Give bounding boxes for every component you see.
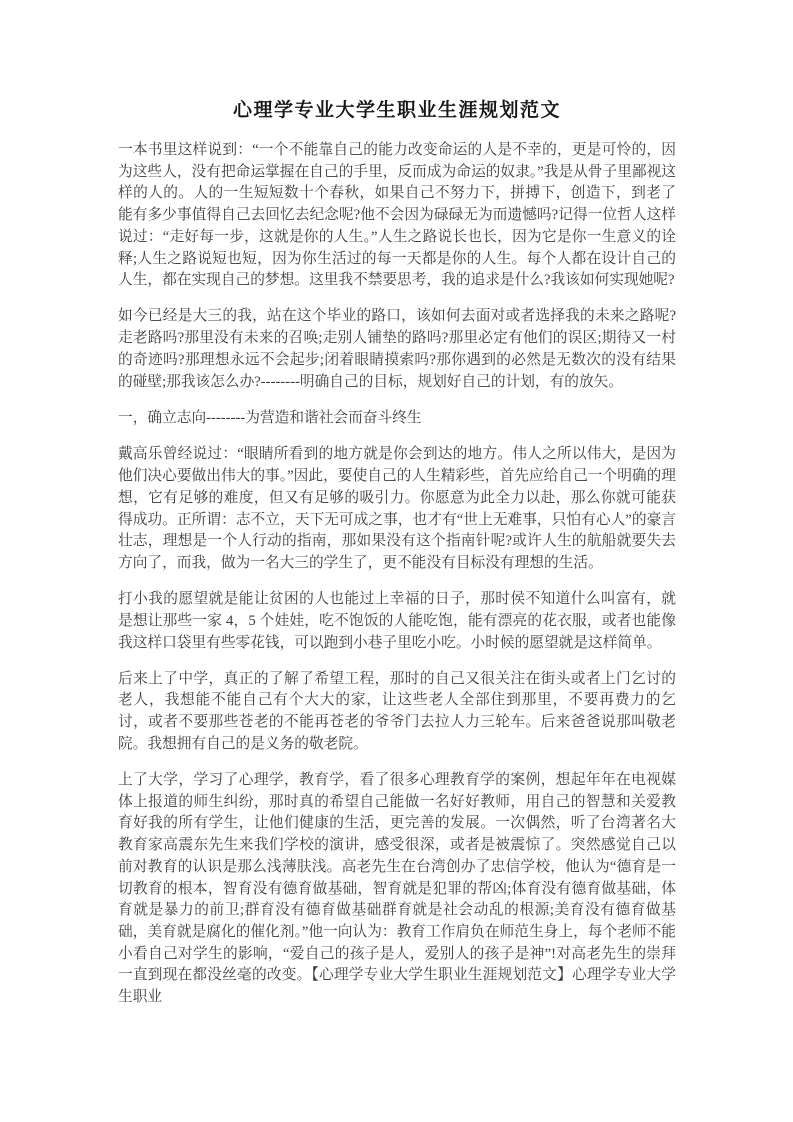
paragraph-section-4: 上了大学，学习了心理学，教育学，看了很多心理教育学的案例，想起年年在电视媒体上报道的师生纠纷，那时真的希望自己能做一名好好教师，用自己的智慧和关爱教育好我的所有学生，让他们健康的生活，更完善的发展。一次偶然，听了台湾著名大教育家高震东先生来我们学校的演讲，感受很深，或者是被震惊了。突然感觉自己以前对教育的认识是那么浅薄肤浅。高老先生在台湾创办了忠信学校，他认为“德育是一切教育的根本，智育没有德育做基础，智育就是犯罪的帮凶;体育没有德育做基础，体育就是暴力的前卫;群育没有德育做基础群育就是社会动乱的根源;美育没有德育做基础，美育就是腐化的催化剂。”他一向认为：教育工作肩负在师范生身上，每个老师不能小看自己对学生的影响，“爱自己的孩子是人，爱别人的孩子是神”!对高老先生的崇拜一直到现在都没丝毫的改变。【心理学专业大学生职业生涯规划范文】心理学专业大学生职业	[118, 772, 676, 1006]
document-title: 心理学专业大学生职业生涯规划范文	[232, 100, 561, 121]
paragraph-section-1: 戴高乐曾经说过：“眼睛所看到的地方就是你会到达的地方。伟人之所以伟大，是因为他们决心要做出伟大的事。”因此，要使自己的人生精彩些，首先应给自己一个明确的理想，它有足够的难度，但又有足够的吸引力。你愿意为此全力以赴，那么你就可能获得成功。正所谓：志不立，天下无可成之事，也才有“世上无难事，只怕有心人”的豪言壮志，理想是一个人行动的指南，那如果没有这个指南针呢?或许人生的航船就要失去方向了，而我，做为一名大三的学生了，更不能没有目标没有理想的生活。	[118, 446, 676, 571]
paragraph-intro-2: 如今已经是大三的我，站在这个毕业的路口，该如何去面对或者选择我的未来之路呢?走老路吗?那里没有未来的召唤;走别人铺垫的路吗?那里必定有他们的误区;期待又一村的奇迹吗?那理想永远不会起步;闭着眼睛摸索吗?那你遇到的必然是无数次的没有结果的碰壁;那我该怎么办?--------明确自己的目标，规划好自己的计划，有的放矢。	[118, 308, 676, 390]
section-heading-1: 一，确立志向--------为营造和谐社会而奋斗终生	[118, 409, 422, 426]
paragraph-section-2: 打小我的愿望就是能让贫困的人也能过上幸福的日子，那时侯不知道什么叫富有，就是想让那些一家 4，5 个娃娃，吃不饱饭的人能吃饱，能有漂亮的花衣服，或者也能像我这样口袋里有些零花钱，可以跑到小巷子里吃小吃。小时候的愿望就是这样简单。	[118, 591, 676, 651]
paragraph-section-3: 后来上了中学，真正的了解了希望工程，那时的自己又很关注在街头或者上门乞讨的老人，我想能不能自己有个大大的家，让这些老人全部住到那里，不要再费力的乞讨，或者不要那些苍老的不能再苍老的爷爷门去拉人力三轮车。后来爸爸说那叫敬老院。我想拥有自己的是义务的敬老院。	[118, 670, 676, 752]
paragraph-intro-1: 一本书里这样说到：“一个不能靠自己的能力改变命运的人是不幸的，更是可怜的，因为这些人，没有把命运掌握在自己的手里，反而成为命运的奴隶。”我是从骨子里鄙视这样的人的。人的一生短短数十个春秋，如果自己不努力下，拼搏下，创造下，到老了能有多少事值得自己去回忆去纪念呢?他不会因为碌碌无为而遗憾吗?记得一位哲人这样说过：“走好每一步，这就是你的人生。”人生之路说长也长，因为它是你一生意义的诠释;人生之路说短也短，因为你生活过的每一天都是你的人生。每个人都在设计自己的人生，都在实现自己的梦想。这里我不禁要思考，我的追求是什么?我该如何实现她呢?	[118, 142, 676, 289]
